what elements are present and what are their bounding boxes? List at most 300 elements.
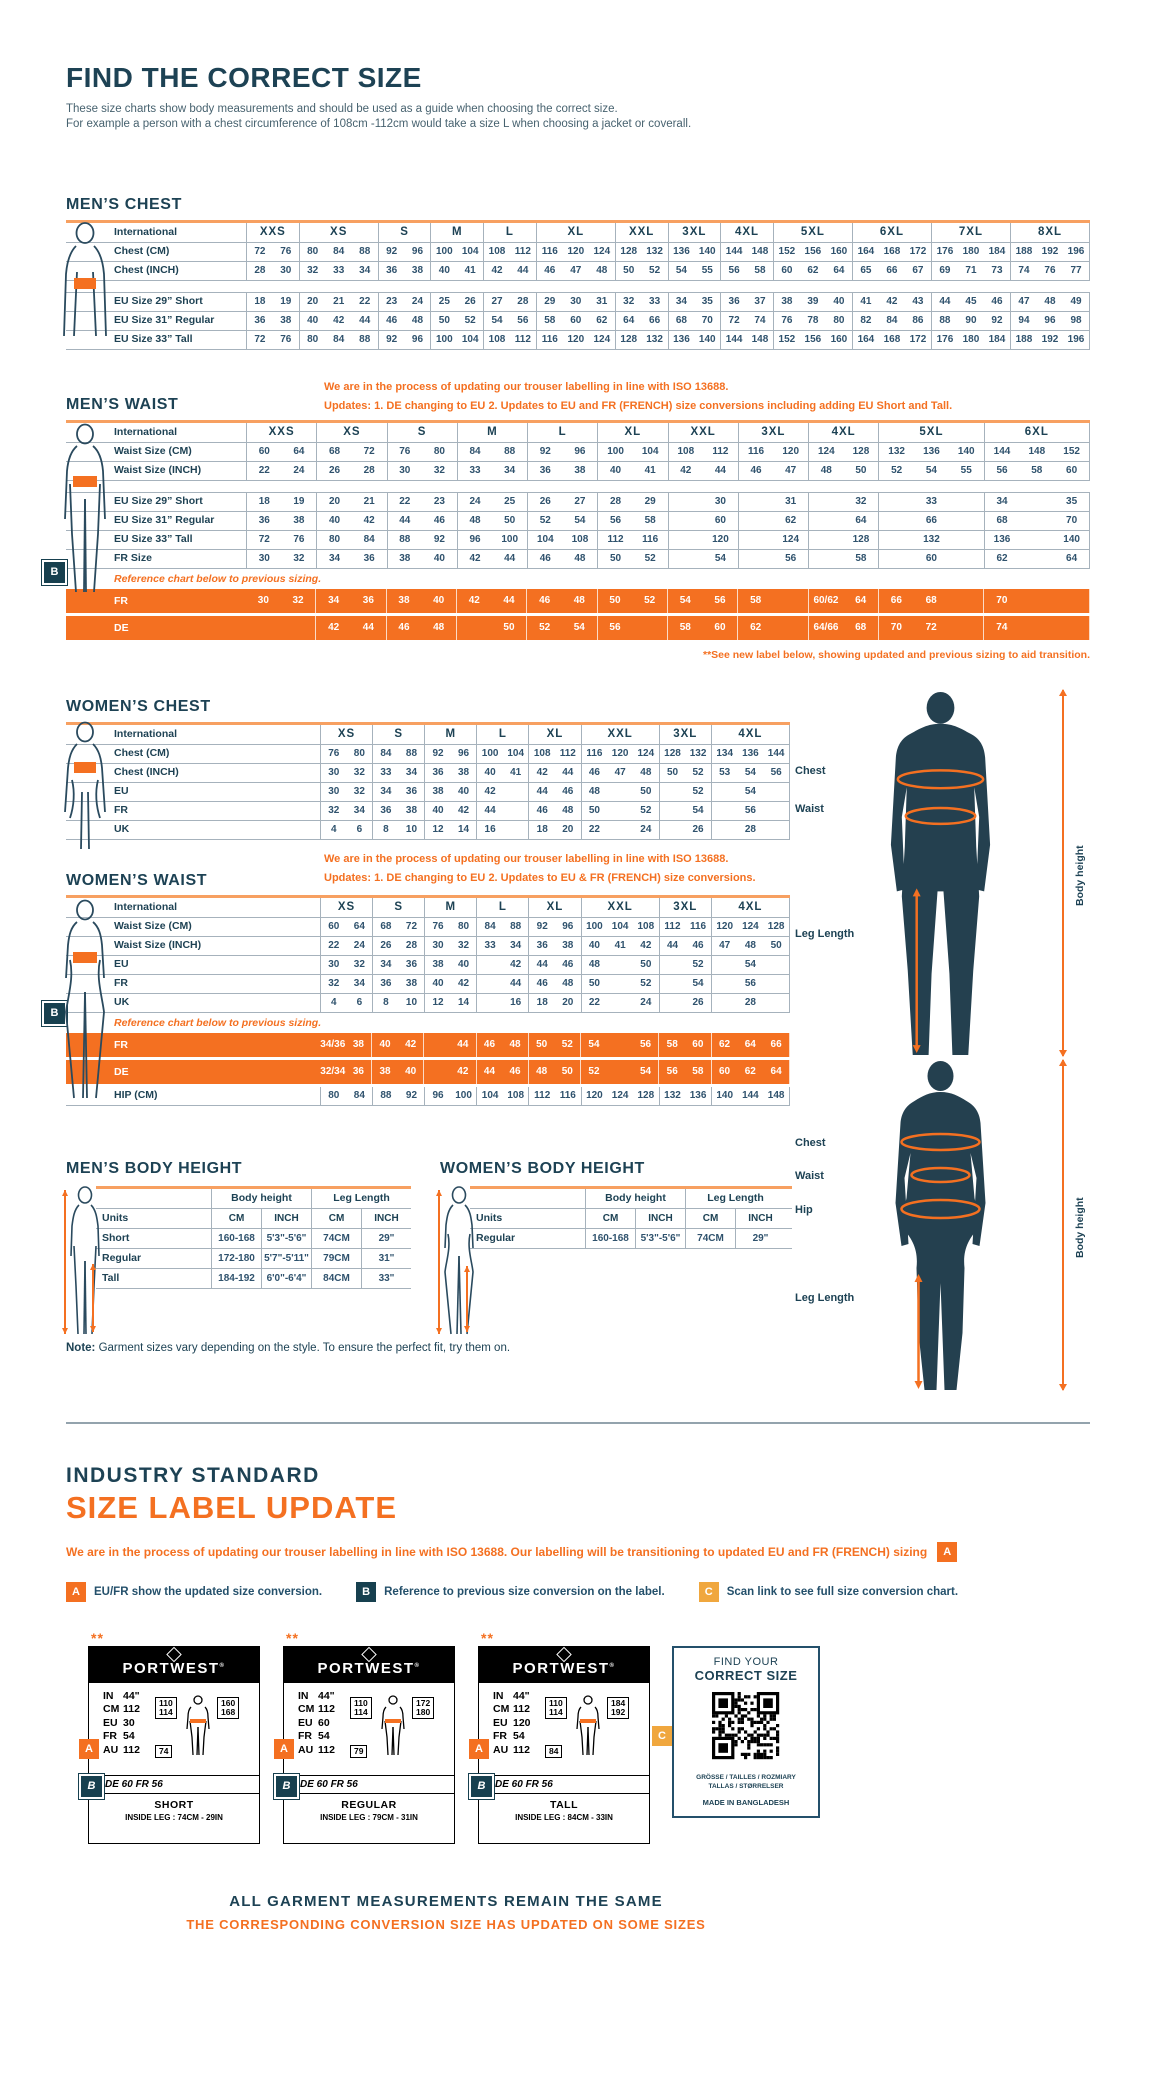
size-value: 52 <box>539 622 551 633</box>
size-value: 62 <box>807 265 819 276</box>
size-group-header: XXL <box>669 423 739 442</box>
table-row <box>66 802 790 821</box>
size-value: 188 <box>1015 246 1033 257</box>
size-value: 42 <box>886 296 898 307</box>
size-value: 34 <box>405 767 418 778</box>
size-group <box>879 493 984 511</box>
size-value: 48 <box>640 767 652 778</box>
male-body-height-arrow <box>1062 690 1064 1056</box>
size-value: 24 <box>293 465 305 476</box>
size-value: 38 <box>432 959 444 970</box>
size-value: 42 <box>484 786 496 797</box>
row-label: EU Size 31” Regular <box>114 314 215 326</box>
size-value: 38 <box>379 1066 391 1077</box>
size-group <box>721 243 774 261</box>
size-value <box>1019 512 1054 530</box>
size-group <box>321 764 373 782</box>
size-value: 184 <box>988 334 1006 345</box>
size-value: 84 <box>363 534 375 545</box>
size-value: 108 <box>488 334 506 345</box>
size-value: 14 <box>458 824 470 835</box>
table-row <box>66 616 1090 643</box>
size-value: 33 <box>649 296 661 307</box>
size-key: CM <box>103 1703 120 1716</box>
size-value: 124 <box>782 534 800 545</box>
row-data <box>320 1033 790 1057</box>
size-group <box>712 764 790 782</box>
size-value: 60 <box>714 622 726 633</box>
size-group <box>247 293 300 311</box>
size-value: 58 <box>666 1039 678 1050</box>
size-group <box>582 937 660 955</box>
row-label: Chest (INCH) <box>114 264 179 276</box>
size-value: 80 <box>433 446 445 457</box>
size-value: 40 <box>438 265 450 276</box>
table-row <box>66 423 1090 443</box>
womens-body-height-figure-icon <box>434 1186 476 1341</box>
size-group <box>879 589 985 613</box>
size-value: 41 <box>510 767 522 778</box>
size-group <box>616 331 669 349</box>
size-value: 128 <box>620 246 638 257</box>
size-value: 140 <box>1063 534 1080 545</box>
size-group <box>247 312 300 330</box>
size-group <box>879 550 984 568</box>
size-value: 38 <box>405 978 418 989</box>
stars-note: ** <box>91 1630 104 1646</box>
row-label: Chest (CM) <box>114 245 170 257</box>
size-value <box>660 956 686 974</box>
size-group-header: M <box>431 223 484 242</box>
size-value: 44 <box>484 805 496 816</box>
height-box: 160 168 <box>217 1697 239 1719</box>
size-value: 196 <box>1067 246 1085 257</box>
size-value: 24 <box>411 296 424 307</box>
row-data <box>246 531 1090 549</box>
bh-unit: CM <box>211 1209 261 1228</box>
size-value: 88 <box>399 534 411 545</box>
size-group <box>477 783 529 801</box>
size-value: 100 <box>435 334 453 345</box>
size-value: 104 <box>461 246 479 257</box>
size-group <box>853 293 932 311</box>
size-label-intro: We are in the process of updating our trouser labelling in line with ISO 13688. Our labelling will be transitioning to updated EU and FR (FRENCH) sizing A <box>66 1542 1090 1562</box>
row-data <box>320 783 790 801</box>
size-key: CM <box>298 1703 315 1716</box>
size-value: 132 <box>888 446 905 457</box>
size-value: 34 <box>675 296 687 307</box>
size-value: 72 <box>363 446 375 457</box>
size-group <box>425 764 477 782</box>
size-group <box>300 262 379 280</box>
size-value: 38 <box>398 595 410 606</box>
size-group-header: M <box>458 423 528 442</box>
size-value <box>424 1060 450 1084</box>
size-value: 38 <box>352 1039 364 1050</box>
size-value: 116 <box>747 446 765 457</box>
size-value <box>949 616 984 640</box>
size-value: 76 <box>293 534 305 545</box>
size-group <box>738 589 808 613</box>
size-value: 64 <box>293 446 305 457</box>
size-value: 40 <box>484 767 496 778</box>
size-value: 112 <box>514 246 531 257</box>
size-value: 100 <box>501 534 519 545</box>
size-box: 110 114 <box>155 1697 177 1719</box>
size-value: 66 <box>890 595 902 606</box>
size-value: 32 <box>353 959 365 970</box>
size-value: 52 <box>640 978 652 989</box>
size-group <box>669 243 722 261</box>
size-row <box>103 1730 140 1743</box>
bh-unit: INCH <box>635 1209 685 1228</box>
size-box: 110 114 <box>545 1697 567 1719</box>
size-value: 68 <box>855 622 867 633</box>
table-row <box>66 531 1090 550</box>
size-group <box>598 493 668 511</box>
size-value: 42 <box>333 315 345 326</box>
size-value: 104 <box>507 748 525 759</box>
size-value: 40 <box>432 805 444 816</box>
bh-unit: INCH <box>361 1209 411 1228</box>
row-data <box>246 550 1090 568</box>
size-group <box>669 293 722 311</box>
size-value: 40 <box>458 959 470 970</box>
size-group <box>477 821 529 839</box>
b-badge: B <box>356 1582 376 1602</box>
size-group <box>425 994 477 1012</box>
row-data <box>320 764 790 782</box>
size-value <box>660 783 686 801</box>
size-value: 38 <box>293 515 305 526</box>
size-group-header: S <box>388 423 458 442</box>
bh-unit: INCH <box>261 1209 311 1228</box>
size-group <box>598 443 668 461</box>
size-value <box>763 802 789 820</box>
size-group <box>616 312 669 330</box>
size-group <box>477 1060 529 1084</box>
section-womens-body-height <box>440 1160 792 1249</box>
size-value: 18 <box>536 997 548 1008</box>
bh-value: 5'3"-5'6" <box>261 1229 311 1248</box>
portwest-banner <box>284 1647 454 1683</box>
size-group-header: 7XL <box>932 223 1011 242</box>
size-value: 148 <box>767 1090 785 1101</box>
size-value: 38 <box>574 465 586 476</box>
womens-waist-note: We are in the process of updating our trouser labelling in line with ISO 13688. Updates: 1. DE changing to EU 2. Updates to EU & FR (FRENCH) size conversions. <box>324 853 756 884</box>
size-value: 54 <box>744 959 756 970</box>
size-group <box>484 293 537 311</box>
size-group <box>537 243 616 261</box>
bh-value: 184-192 <box>211 1269 261 1288</box>
size-group <box>431 331 484 349</box>
size-value: 62 <box>996 553 1008 564</box>
size-value: 92 <box>432 748 444 759</box>
size-value: 52 <box>692 767 704 778</box>
size-group <box>321 918 373 936</box>
size-group <box>317 531 387 549</box>
size-value: 62 <box>750 622 762 633</box>
size-value: 176 <box>936 246 954 257</box>
size-value: 68 <box>329 446 341 457</box>
size-value: 56 <box>785 553 797 564</box>
size-value: 30 <box>399 465 411 476</box>
size-group <box>388 531 458 549</box>
b-badge: B <box>469 1774 494 1799</box>
size-value: 116 <box>541 246 558 257</box>
size-group <box>321 937 373 955</box>
size-key: FR <box>298 1730 312 1743</box>
size-value: 60 <box>714 515 726 526</box>
size-value: 46 <box>544 265 556 276</box>
mens-body-height-figure-icon <box>60 1186 102 1341</box>
size-value: 27 <box>574 496 586 507</box>
size-group <box>379 293 432 311</box>
table-row <box>66 331 1090 350</box>
size-value: 65 <box>860 265 872 276</box>
size-group <box>598 531 668 549</box>
row-label: EU Size 33” Tall <box>114 533 193 545</box>
size-value: 19 <box>280 296 292 307</box>
mens-waist-note: We are in the process of updating our trouser labelling in line with ISO 13688. Updates: 1. DE changing to EU 2. Updates to EU and FR (FRENCH) size conversions including adding EU Short and Tall. <box>324 381 953 412</box>
size-value: 56 <box>714 595 726 606</box>
size-group <box>431 262 484 280</box>
row-data <box>320 937 790 955</box>
size-value: 47 <box>1018 296 1030 307</box>
row-label: EU Size 31” Regular <box>114 514 215 526</box>
fit-strip <box>89 1793 259 1822</box>
size-value: 36 <box>380 805 392 816</box>
row-label: UK <box>114 996 130 1008</box>
size-value <box>1019 550 1054 568</box>
size-group <box>424 1060 476 1084</box>
size-value: 120 <box>586 1090 603 1101</box>
table-gap <box>66 481 1090 493</box>
row-data <box>246 616 1090 640</box>
size-group-header: 3XL <box>660 898 712 917</box>
size-group-header: XS <box>317 423 387 442</box>
size-group <box>932 262 1011 280</box>
section-mens-chest <box>66 196 1090 350</box>
size-value <box>669 512 704 530</box>
size-value: 36 <box>362 595 374 606</box>
size-row <box>493 1703 531 1716</box>
size-value: 42 <box>491 265 503 276</box>
row-label: FR <box>114 1039 128 1051</box>
size-group-header: 5XL <box>879 423 984 442</box>
size-group <box>379 331 432 349</box>
size-value: 48 <box>588 959 600 970</box>
size-group <box>712 937 790 955</box>
size-value: 88 <box>380 1090 392 1101</box>
row-label: EU Size 33” Tall <box>114 333 193 345</box>
size-group <box>477 745 529 763</box>
size-value: 124 <box>593 246 611 257</box>
size-value: 48 <box>509 1039 521 1050</box>
mens-waist-table <box>50 420 1090 643</box>
size-value: 31 <box>785 496 797 507</box>
size-value: 50 <box>503 622 515 633</box>
size-value: 16 <box>484 824 496 835</box>
size-value: 33 <box>333 265 345 276</box>
size-group <box>320 1060 372 1084</box>
size-value: 40 <box>588 940 600 951</box>
legend-text: Scan link to see full size conversion chart. <box>726 1586 959 1598</box>
table-row <box>66 821 790 840</box>
bh-value: 79CM <box>311 1249 361 1268</box>
size-value: 24 <box>469 496 481 507</box>
size-group <box>388 462 458 480</box>
size-value: 32 <box>293 553 305 564</box>
legend-text: Reference to previous size conversion on the label. <box>384 1586 665 1598</box>
size-value: 62 <box>596 315 608 326</box>
size-value: 42 <box>363 515 375 526</box>
size-value: 54 <box>679 595 691 606</box>
size-value: 92 <box>405 1090 418 1101</box>
size-value <box>1054 616 1089 640</box>
size-value <box>457 616 492 640</box>
size-value: 32 <box>353 767 365 778</box>
size-value: 84 <box>886 315 898 326</box>
size-group <box>721 293 774 311</box>
size-value: 50 <box>623 265 635 276</box>
size-value: 53 <box>719 767 731 778</box>
size-value: 18 <box>254 296 266 307</box>
size-value <box>879 531 914 549</box>
size-value: 26 <box>329 465 341 476</box>
a-badge: A <box>937 1542 957 1562</box>
size-value: 104 <box>481 1090 499 1101</box>
size-value: 60/62 <box>813 595 839 606</box>
size-value: 70 <box>701 315 713 326</box>
size-value: 100 <box>481 748 499 759</box>
size-key: AU <box>298 1743 314 1756</box>
size-value: 20 <box>562 997 574 1008</box>
row-data <box>246 462 1090 480</box>
row-data <box>320 1060 790 1084</box>
size-value: 50 <box>855 465 867 476</box>
height-box: 172 180 <box>412 1697 434 1719</box>
size-value: 34/36 <box>320 1039 346 1050</box>
size-value: 188 <box>1015 334 1033 345</box>
size-value: 50 <box>770 940 782 951</box>
size-val: 44" <box>318 1690 335 1702</box>
bh-value: 5'7"-5'11" <box>261 1249 311 1268</box>
size-row <box>493 1717 531 1730</box>
size-value: 22 <box>359 296 371 307</box>
size-value: 56 <box>744 805 756 816</box>
size-value: 66 <box>886 265 898 276</box>
row-data <box>246 331 1090 349</box>
size-value: 44 <box>536 959 548 970</box>
size-value: 112 <box>534 1090 551 1101</box>
size-value: 48 <box>562 978 574 989</box>
size-group <box>373 745 425 763</box>
size-group <box>985 550 1090 568</box>
size-value <box>949 512 984 530</box>
size-key: FR <box>493 1730 507 1743</box>
size-value: 34 <box>328 595 340 606</box>
size-value: 144 <box>725 334 743 345</box>
size-value: 192 <box>1041 334 1059 345</box>
size-value: 124 <box>742 921 759 932</box>
row-label: FR <box>114 804 128 816</box>
size-value: 32 <box>328 978 340 989</box>
size-value <box>949 531 984 549</box>
size-value: 70 <box>1066 515 1078 526</box>
size-group <box>317 462 387 480</box>
size-group <box>660 994 712 1012</box>
size-value: 88 <box>504 446 516 457</box>
size-value: 41 <box>644 465 656 476</box>
size-value: 124 <box>593 334 611 345</box>
size-group <box>712 975 790 993</box>
size-value: 22 <box>588 824 600 835</box>
size-group <box>321 745 373 763</box>
row-label: EU Size 29” Short <box>114 295 203 307</box>
size-group <box>484 243 537 261</box>
size-value <box>424 1033 450 1057</box>
size-key: IN <box>298 1690 309 1702</box>
bh-group-leg-length: Leg Length <box>685 1189 785 1208</box>
size-group <box>321 802 373 820</box>
bh-value: 172-180 <box>211 1249 261 1268</box>
size-value: 50 <box>504 515 516 526</box>
size-value: 80 <box>328 1090 340 1101</box>
size-group <box>321 821 373 839</box>
size-value: 26 <box>464 296 476 307</box>
size-group <box>317 493 387 511</box>
size-value: 37 <box>754 296 766 307</box>
size-group <box>425 918 477 936</box>
size-group-header: XXS <box>247 223 300 242</box>
size-value <box>607 1060 633 1084</box>
size-value: 36 <box>363 553 375 564</box>
size-group <box>932 243 1011 261</box>
bh-header-units <box>470 1209 792 1229</box>
previous-size-text: DE 60 FR 56 <box>495 1779 553 1790</box>
size-group <box>669 493 739 511</box>
size-value: 22 <box>588 997 600 1008</box>
size-value: 58 <box>644 515 656 526</box>
bh-data-row <box>470 1229 792 1249</box>
size-group-header: 6XL <box>853 223 932 242</box>
size-value <box>503 821 529 839</box>
a-badge: A <box>274 1739 294 1759</box>
size-value: 38 <box>781 296 793 307</box>
size-value: 42 <box>468 595 480 606</box>
size-value: 152 <box>1063 446 1080 457</box>
leg-box: 79 <box>350 1745 367 1758</box>
size-value: 6 <box>356 824 363 835</box>
size-group <box>721 331 774 349</box>
size-value: 32 <box>292 595 304 606</box>
size-value: 120 <box>567 334 585 345</box>
size-value <box>1054 589 1089 613</box>
size-value: 27 <box>491 296 503 307</box>
size-value: 128 <box>852 446 870 457</box>
previous-size-row <box>89 1775 259 1793</box>
size-group <box>425 821 477 839</box>
size-value: 48 <box>744 940 756 951</box>
size-value: 136 <box>923 446 940 457</box>
size-value: 30 <box>328 959 340 970</box>
size-group <box>1011 243 1090 261</box>
size-value: 140 <box>716 1090 734 1101</box>
inside-leg: INSIDE LEG : 74CM - 29IN <box>125 1813 223 1822</box>
size-group <box>774 262 853 280</box>
size-value: 54 <box>588 1039 600 1050</box>
